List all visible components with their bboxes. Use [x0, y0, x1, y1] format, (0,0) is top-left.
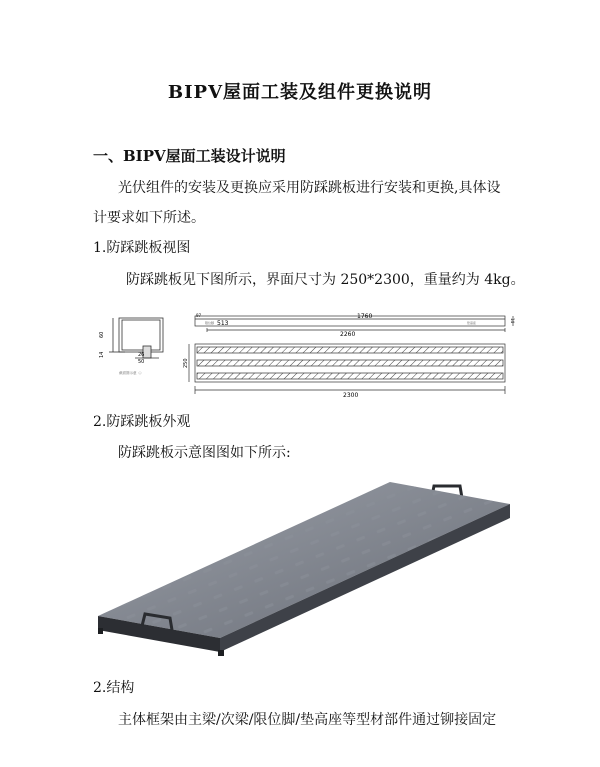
plan-width-label: 250 — [183, 358, 189, 368]
section-width-a-label: 26 — [138, 352, 145, 358]
plan-length-label: 2300 — [343, 392, 359, 398]
structure-description: 主体框架由主梁/次梁/限位脚/垫高座等型材部件通过铆接固定 — [118, 712, 497, 728]
elevation-tag-right: 垫高座 — [467, 321, 477, 325]
appearance-description: 防踩跳板示意图图如下所示: — [118, 445, 291, 461]
section-view — [109, 318, 163, 358]
section-width-b-label: 50 — [138, 359, 145, 365]
page-title: BIPV屋面工装及组件更换说明 — [167, 82, 433, 103]
section-height-label: 60 — [99, 331, 105, 338]
subheading-view: 1.防踩跳板视图 — [93, 240, 191, 256]
elevation-tag-left: 限位脚 — [205, 321, 215, 325]
section-base-label: 14 — [99, 351, 105, 358]
elevation-dim-inner: 2260 — [340, 331, 356, 338]
section-heading-design: 一、BIPV屋面工装设计说明 — [93, 147, 286, 165]
view-description: 防踩跳板见下图所示，界面尺寸为 250*2300，重量约为 4kg。 — [126, 272, 525, 288]
elevation-view — [195, 316, 513, 332]
board-illustration — [90, 476, 522, 666]
subheading-structure: 2.结构 — [93, 680, 135, 696]
intro-paragraph-line2: 计要求如下所述。 — [93, 210, 205, 226]
intro-paragraph-line1: 光伏组件的安装及更换应采用防踩跳板进行安装和更换,具体设 — [118, 180, 501, 196]
plan-view — [189, 344, 505, 394]
elevation-dim-mid: 1760 — [357, 313, 373, 320]
elevation-dim-end: 14 — [510, 318, 515, 324]
technical-drawing — [95, 306, 515, 398]
section-caption: 截面图示意（） — [119, 371, 144, 375]
elevation-dim-small: 97 — [196, 313, 202, 318]
elevation-dim-left: 513 — [217, 320, 229, 327]
subheading-appearance: 2.防踩跳板外观 — [93, 414, 191, 430]
